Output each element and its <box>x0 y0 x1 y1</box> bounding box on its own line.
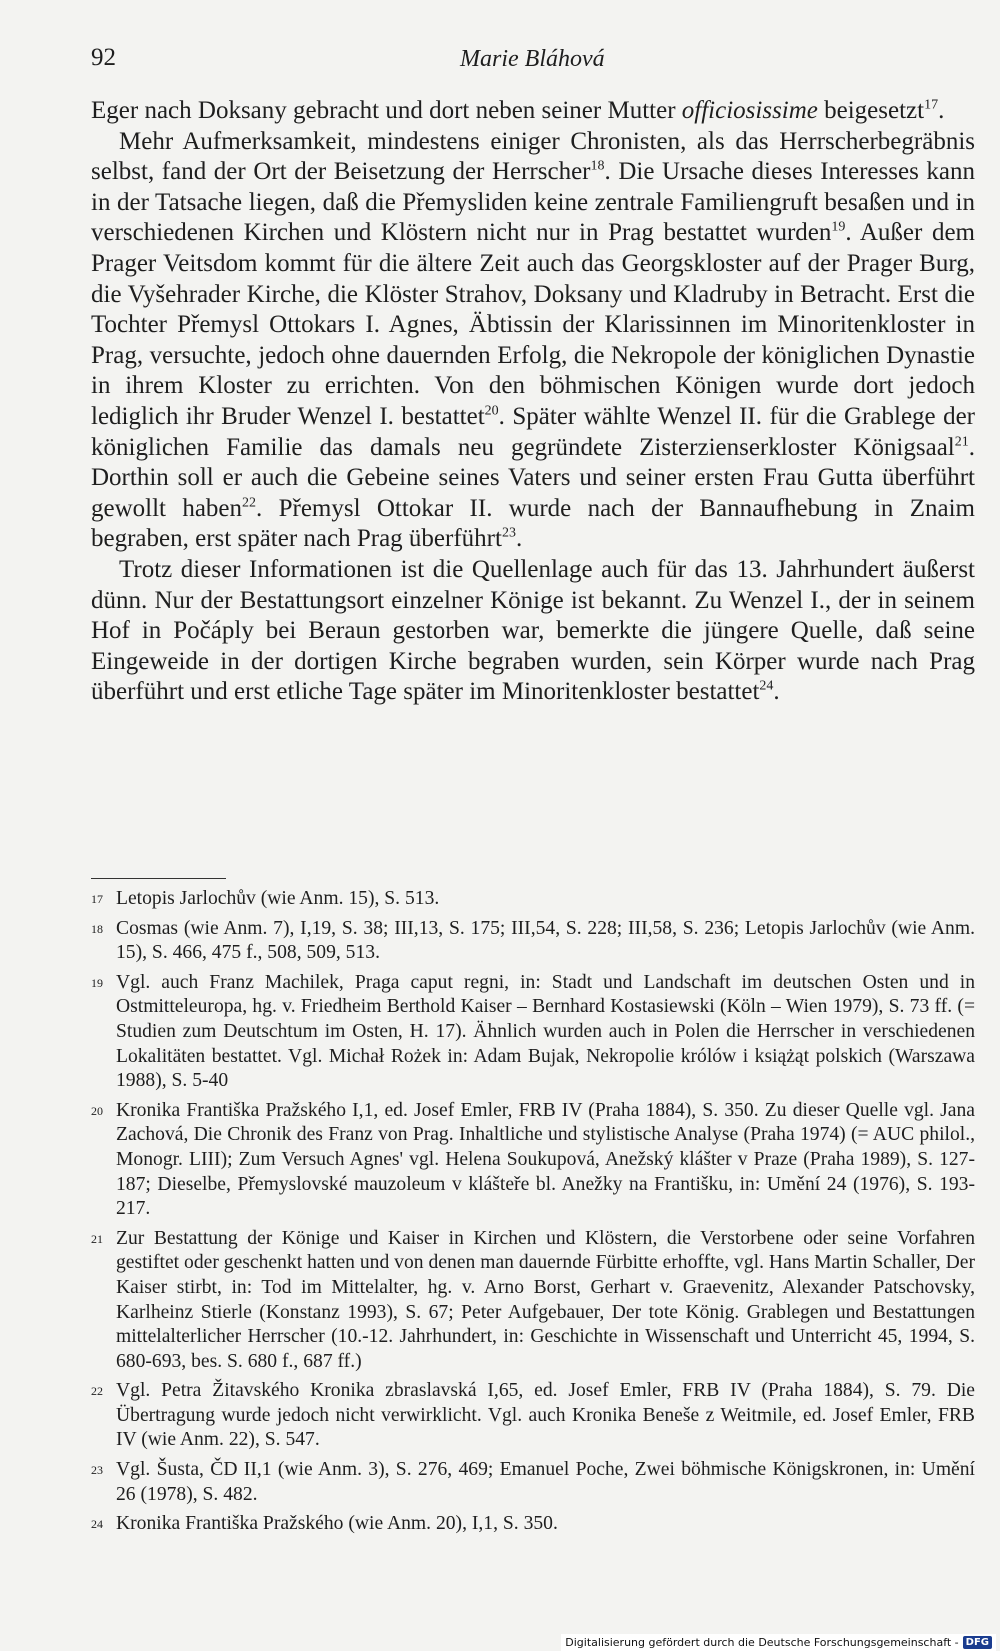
text-run: beigesetzt <box>817 97 925 124</box>
text-run: . Außer dem Prager Veitsdom kommt für die ältere Zeit auch das Georgskloster auf der Prager Burg, die Vyšehrader Kirche, die Klöster Strahov, Doksany und Kladruby in Betracht. Erst die Tochter Přemysl Ottokars I. Agnes, Äbtissin der Klarissinnen im Minoritenkloster in Prag, versuchte, jedoch ohne dauernden Erfolg, die Nekropole der königlichen Dynastie in ihrem Kloster zu errichten. Von den böhmischen Königen wurde dort jedoch lediglich ihr Bruder Wenzel I. bestattet <box>91 219 975 430</box>
footnote-number: 23 <box>91 1463 103 1478</box>
footnote-text: Vgl. Petra Žitavského Kronika zbraslavská I,65, ed. Josef Emler, FRB IV (Praha 1884), S. 79. Die Übertragung wurde jedoch nicht verwirklicht. Vgl. auch Kronika Beneše z Weitmile, ed. Josef Emler, FRB IV (wie Anm. 22), S. 547. <box>116 1380 975 1451</box>
footnote-text: Kronika Františka Pražského I,1, ed. Josef Emler, FRB IV (Praha 1884), S. 350. Zu dieser Quelle vgl. Jana Zachová, Die Chronik des Franz von Prag. Inhaltliche und stylistische Analyse (Praha 1974) (= AUC philol., Monogr. LIII); Zum Versuch Agnes' vgl. Helena Soukupová, Anežský klášter v Praze (Praha 1989), S. 127-187; Dieselbe, Přemyslovské mauzoleum v klášteře bl. Anežky na Františku, in: Umění 24 (1976), S. 193-217. <box>116 1099 975 1220</box>
text-run: Eger nach Doksany gebracht und dort neben seiner Mutter <box>91 97 682 124</box>
footnote <box>91 1227 975 1375</box>
text-run: . Die Ursache dieses Interesses kann in der Tatsache liegen, daß die Přemysliden keine zentrale Familiengruft besaßen und in verschiedenen Kirchen und Klöstern nicht nur in Prag bestattet wurden <box>91 158 975 247</box>
footnote <box>91 1512 975 1537</box>
footnote-reference: 19 <box>831 220 846 236</box>
footnotes <box>91 887 975 1542</box>
footnote <box>91 917 975 966</box>
body-text <box>91 96 975 708</box>
footnote-rule <box>91 878 226 879</box>
footnote-text: Zur Bestattung der Könige und Kaiser in Kirchen und Klöstern, die Verstorbene oder seine Vorfahren gestiftet oder geschenkt hatten und von denen man dauernde Fürbitte erhoffte, vgl. Hans Martin Schaller, Der Kaiser stirbt, in: Tod im Mittelalter, hg. v. Arno Borst, Gerhart v. Graevenitz, Alexander Patschovsky, Karlheinz Stierle (Konstanz 1993), S. 67; Peter Aufgebauer, Der tote König. Grablegen und Bestattungen mittelalterlicher Herrscher (10.-12. Jahrhundert, in: Geschichte in Wissenschaft und Unterricht 45, 1994, S. 680-693, bes. S. 680 f., 687 ff.) <box>116 1227 975 1372</box>
text-run: . Přemysl Ottokar II. wurde nach der Bannaufhebung in Znaim begraben, erst später nach Prag überführt <box>91 494 976 553</box>
footnote-reference: 22 <box>242 495 257 511</box>
footnote-text: Cosmas (wie Anm. 7), I,19, S. 38; III,13, S. 175; III,54, S. 228; III,58, S. 236; Letopis Jarlochův (wie Anm. 15), S. 466, 475 f., 508, 509, 513. <box>116 917 975 964</box>
footnote-number: 19 <box>91 975 103 990</box>
footnote-number: 22 <box>91 1384 103 1399</box>
footnote <box>91 1458 975 1507</box>
footnote-number: 21 <box>91 1231 103 1246</box>
footnote-reference: 17 <box>924 97 939 113</box>
text-run: Trotz dieser Informationen ist die Quellenlage auch für das 13. Jahrhundert äußerst dünn. Nur der Bestattungsort einzelner Könige ist bekannt. Zu Wenzel I., der in seinem Hof in Počáply bei Beraun gestorben war, bemerkte die jüngere Quelle, daß seine Eingeweide in der dortigen Kirche begraben wurden, sein Körper wurde nach Prag überführt und erst etliche Tage später im Minoritenkloster bestattet <box>91 555 975 706</box>
footnote <box>91 1379 975 1453</box>
digitization-credit <box>561 1634 996 1651</box>
footnote-number: 18 <box>91 921 103 936</box>
footnote-reference: 23 <box>501 525 516 541</box>
body-paragraph <box>91 96 975 127</box>
footnote-reference: 24 <box>759 678 774 694</box>
body-paragraph <box>91 555 975 708</box>
footnote <box>91 971 975 1094</box>
footnote-reference: 18 <box>590 158 605 174</box>
footnote-number: 24 <box>91 1517 103 1532</box>
footnote-number: 20 <box>91 1103 103 1118</box>
text-run: . <box>938 97 945 124</box>
footnote <box>91 887 975 912</box>
footnote-text: Vgl. auch Franz Machilek, Praga caput regni, in: Stadt und Landschaft im deutschen Osten und in Ostmitteleuropa, hg. v. Friedheim Berthold Kaiser – Bernhard Kostasiewski (Köln – Wien 1979), S. 73 ff. (= Studien zum Deutschtum im Osten, H. 17). Ähnlich wurden auch in Polen die Herrscher in verschiedenen Lokalitäten bestattet. Vgl. Michał Rożek in: Adam Bujak, Nekropolie królów i książąt polskich (Warszawa 1988), S. 5-40 <box>116 971 975 1092</box>
text-run: . <box>773 678 780 706</box>
footnote-number: 17 <box>91 892 103 906</box>
footnote-reference: 21 <box>954 434 969 450</box>
text-run: . Später wählte Wenzel II. für die Grablege der königlichen Familie das damals neu gegründete Zisterzienserkloster Königsaal <box>91 402 976 461</box>
text-run: . Dorthin soll er auch die Gebeine seines Vaters und seiner ersten Frau Gutta überführt gewollt haben <box>91 433 975 522</box>
text-run: . <box>515 525 523 553</box>
credit-text: Digitalisierung gefördert durch die Deutsche Forschungsgemeinschaft - <box>565 1636 959 1649</box>
footnote <box>91 1099 975 1222</box>
footnote-text: Vgl. Šusta, ČD II,1 (wie Anm. 3), S. 276, 469; Emanuel Poche, Zwei böhmische Königskronen, in: Umění 26 (1978), S. 482. <box>116 1459 975 1505</box>
page-number: 92 <box>91 44 116 71</box>
footnote-text: Letopis Jarlochův (wie Anm. 15), S. 513. <box>116 888 440 909</box>
text-run: Mehr Aufmerksamkeit, mindestens einiger Chronisten, als das Herrscherbegräbnis selbst, fand der Ort der Beisetzung der Herrscher <box>91 127 975 186</box>
running-head-author: Marie Bláhová <box>460 46 605 72</box>
body-paragraph <box>91 127 975 555</box>
dfg-logo: DFG <box>963 1636 992 1649</box>
italic-term: officiosissime <box>681 97 818 124</box>
footnote-text: Kronika Františka Pražského (wie Anm. 20), I,1, S. 350. <box>116 1513 558 1535</box>
footnote-reference: 20 <box>484 403 499 419</box>
